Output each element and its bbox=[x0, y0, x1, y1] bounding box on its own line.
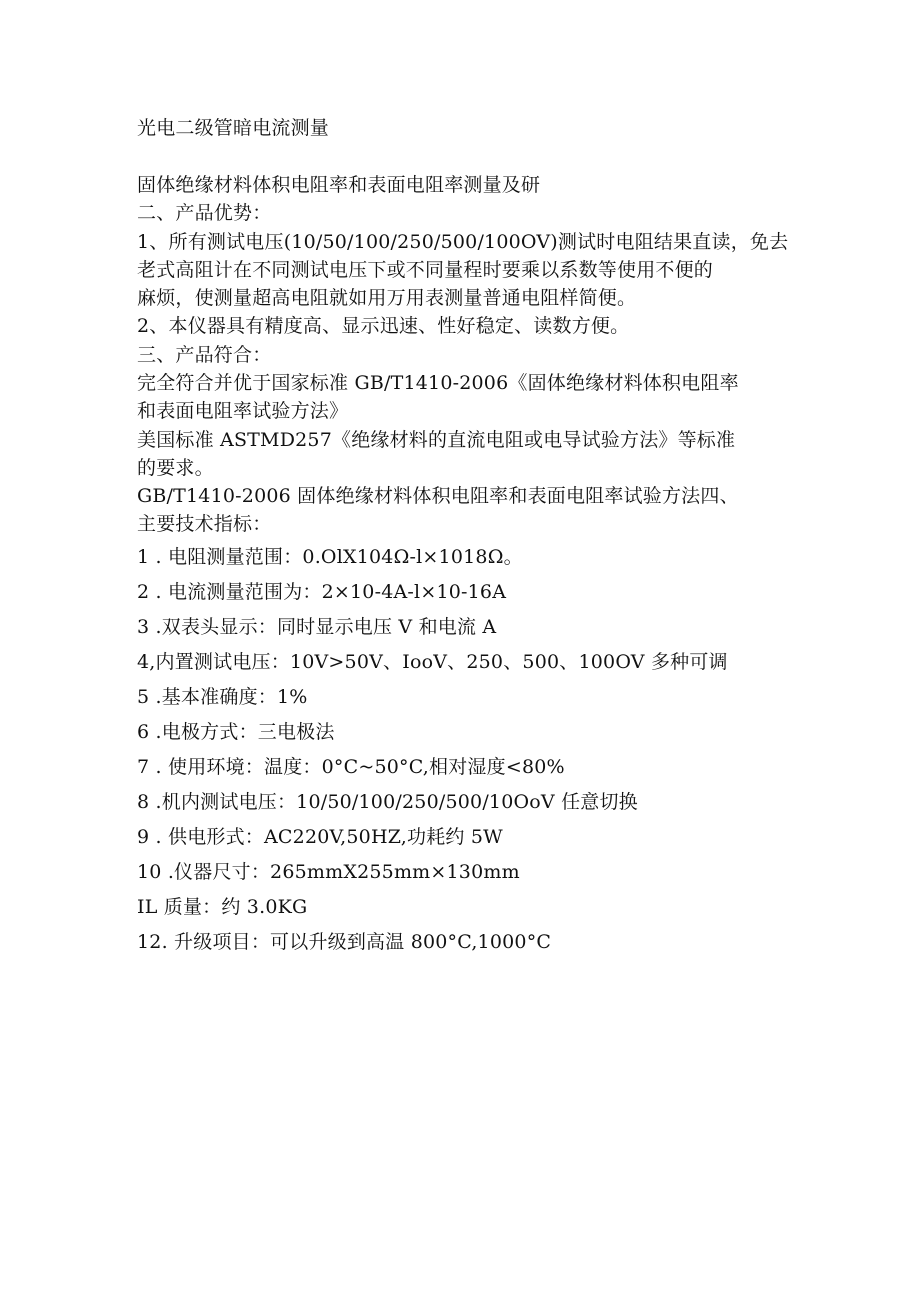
spec-item: 2 . 电流测量范围为：2×10-4A-l×10-16A bbox=[137, 581, 507, 603]
spec-item: IL 质量：约 3.0KG bbox=[137, 896, 308, 918]
spec-item: 1 . 电阻测量范围：0.OlX104Ω-l×1018Ω。 bbox=[137, 546, 523, 568]
spec-item: 5 .基本准确度：1% bbox=[137, 686, 308, 708]
spec-item: 12. 升级项目：可以升级到高温 800°C,1000°C bbox=[137, 931, 552, 953]
compliance-1-line-1: 完全符合并优于国家标准 GB/T1410-2006《固体绝缘材料体积电阻率 bbox=[137, 372, 739, 394]
spec-item: 9 . 供电形式：AC220V,50HZ,功耗约 5W bbox=[137, 826, 503, 848]
spec-item: 3 .双表头显示：同时显示电压 V 和电流 A bbox=[137, 616, 497, 638]
section-heading-compliance: 三、产品符合： bbox=[137, 344, 272, 366]
compliance-2-line-2: 的要求。 bbox=[137, 457, 214, 479]
advantage-1-line-2: 老式高阻计在不同测试电压下或不同量程时要乘以系数等使用不便的 bbox=[137, 259, 714, 281]
document-subtitle: 固体绝缘材料体积电阻率和表面电阻率测量及研 bbox=[137, 174, 541, 196]
compliance-1-line-2: 和表面电阻率试验方法》 bbox=[137, 400, 349, 422]
compliance-3-line-1: GB/T1410-2006 固体绝缘材料体积电阻率和表面电阻率试验方法四、 bbox=[137, 485, 739, 507]
spec-item: 10 .仪器尺寸：265mmX255mm×130mm bbox=[137, 861, 520, 883]
spec-item: 6 .电极方式：三电极法 bbox=[137, 721, 335, 743]
spec-item: 8 .机内测试电压：10/50/100/250/500/10OoV 任意切换 bbox=[137, 791, 638, 813]
section-heading-advantages: 二、产品优势： bbox=[137, 202, 272, 224]
compliance-3-line-2: 主要技术指标： bbox=[137, 513, 272, 535]
spec-item: 4,内置测试电压：10V>50V、IooV、250、500、100OV 多种可调 bbox=[137, 651, 728, 673]
advantage-1-line-3: 麻烦，使测量超高电阻就如用万用表测量普通电阻样简便。 bbox=[137, 287, 637, 309]
document-title: 光电二级管暗电流测量 bbox=[137, 117, 330, 139]
spec-item: 7 . 使用环境：温度：0°C~50°C,相对湿度<80% bbox=[137, 756, 565, 778]
advantage-2: 2、本仪器具有精度高、显示迅速、性好稳定、读数方便。 bbox=[137, 315, 630, 337]
compliance-2-line-1: 美国标准 ASTMD257《绝缘材料的直流电阻或电导试验方法》等标准 bbox=[137, 429, 736, 451]
advantage-1-line-1: 1、所有测试电压(10/50/100/250/500/100OV)测试时电阻结果直读，免去 bbox=[137, 231, 789, 253]
